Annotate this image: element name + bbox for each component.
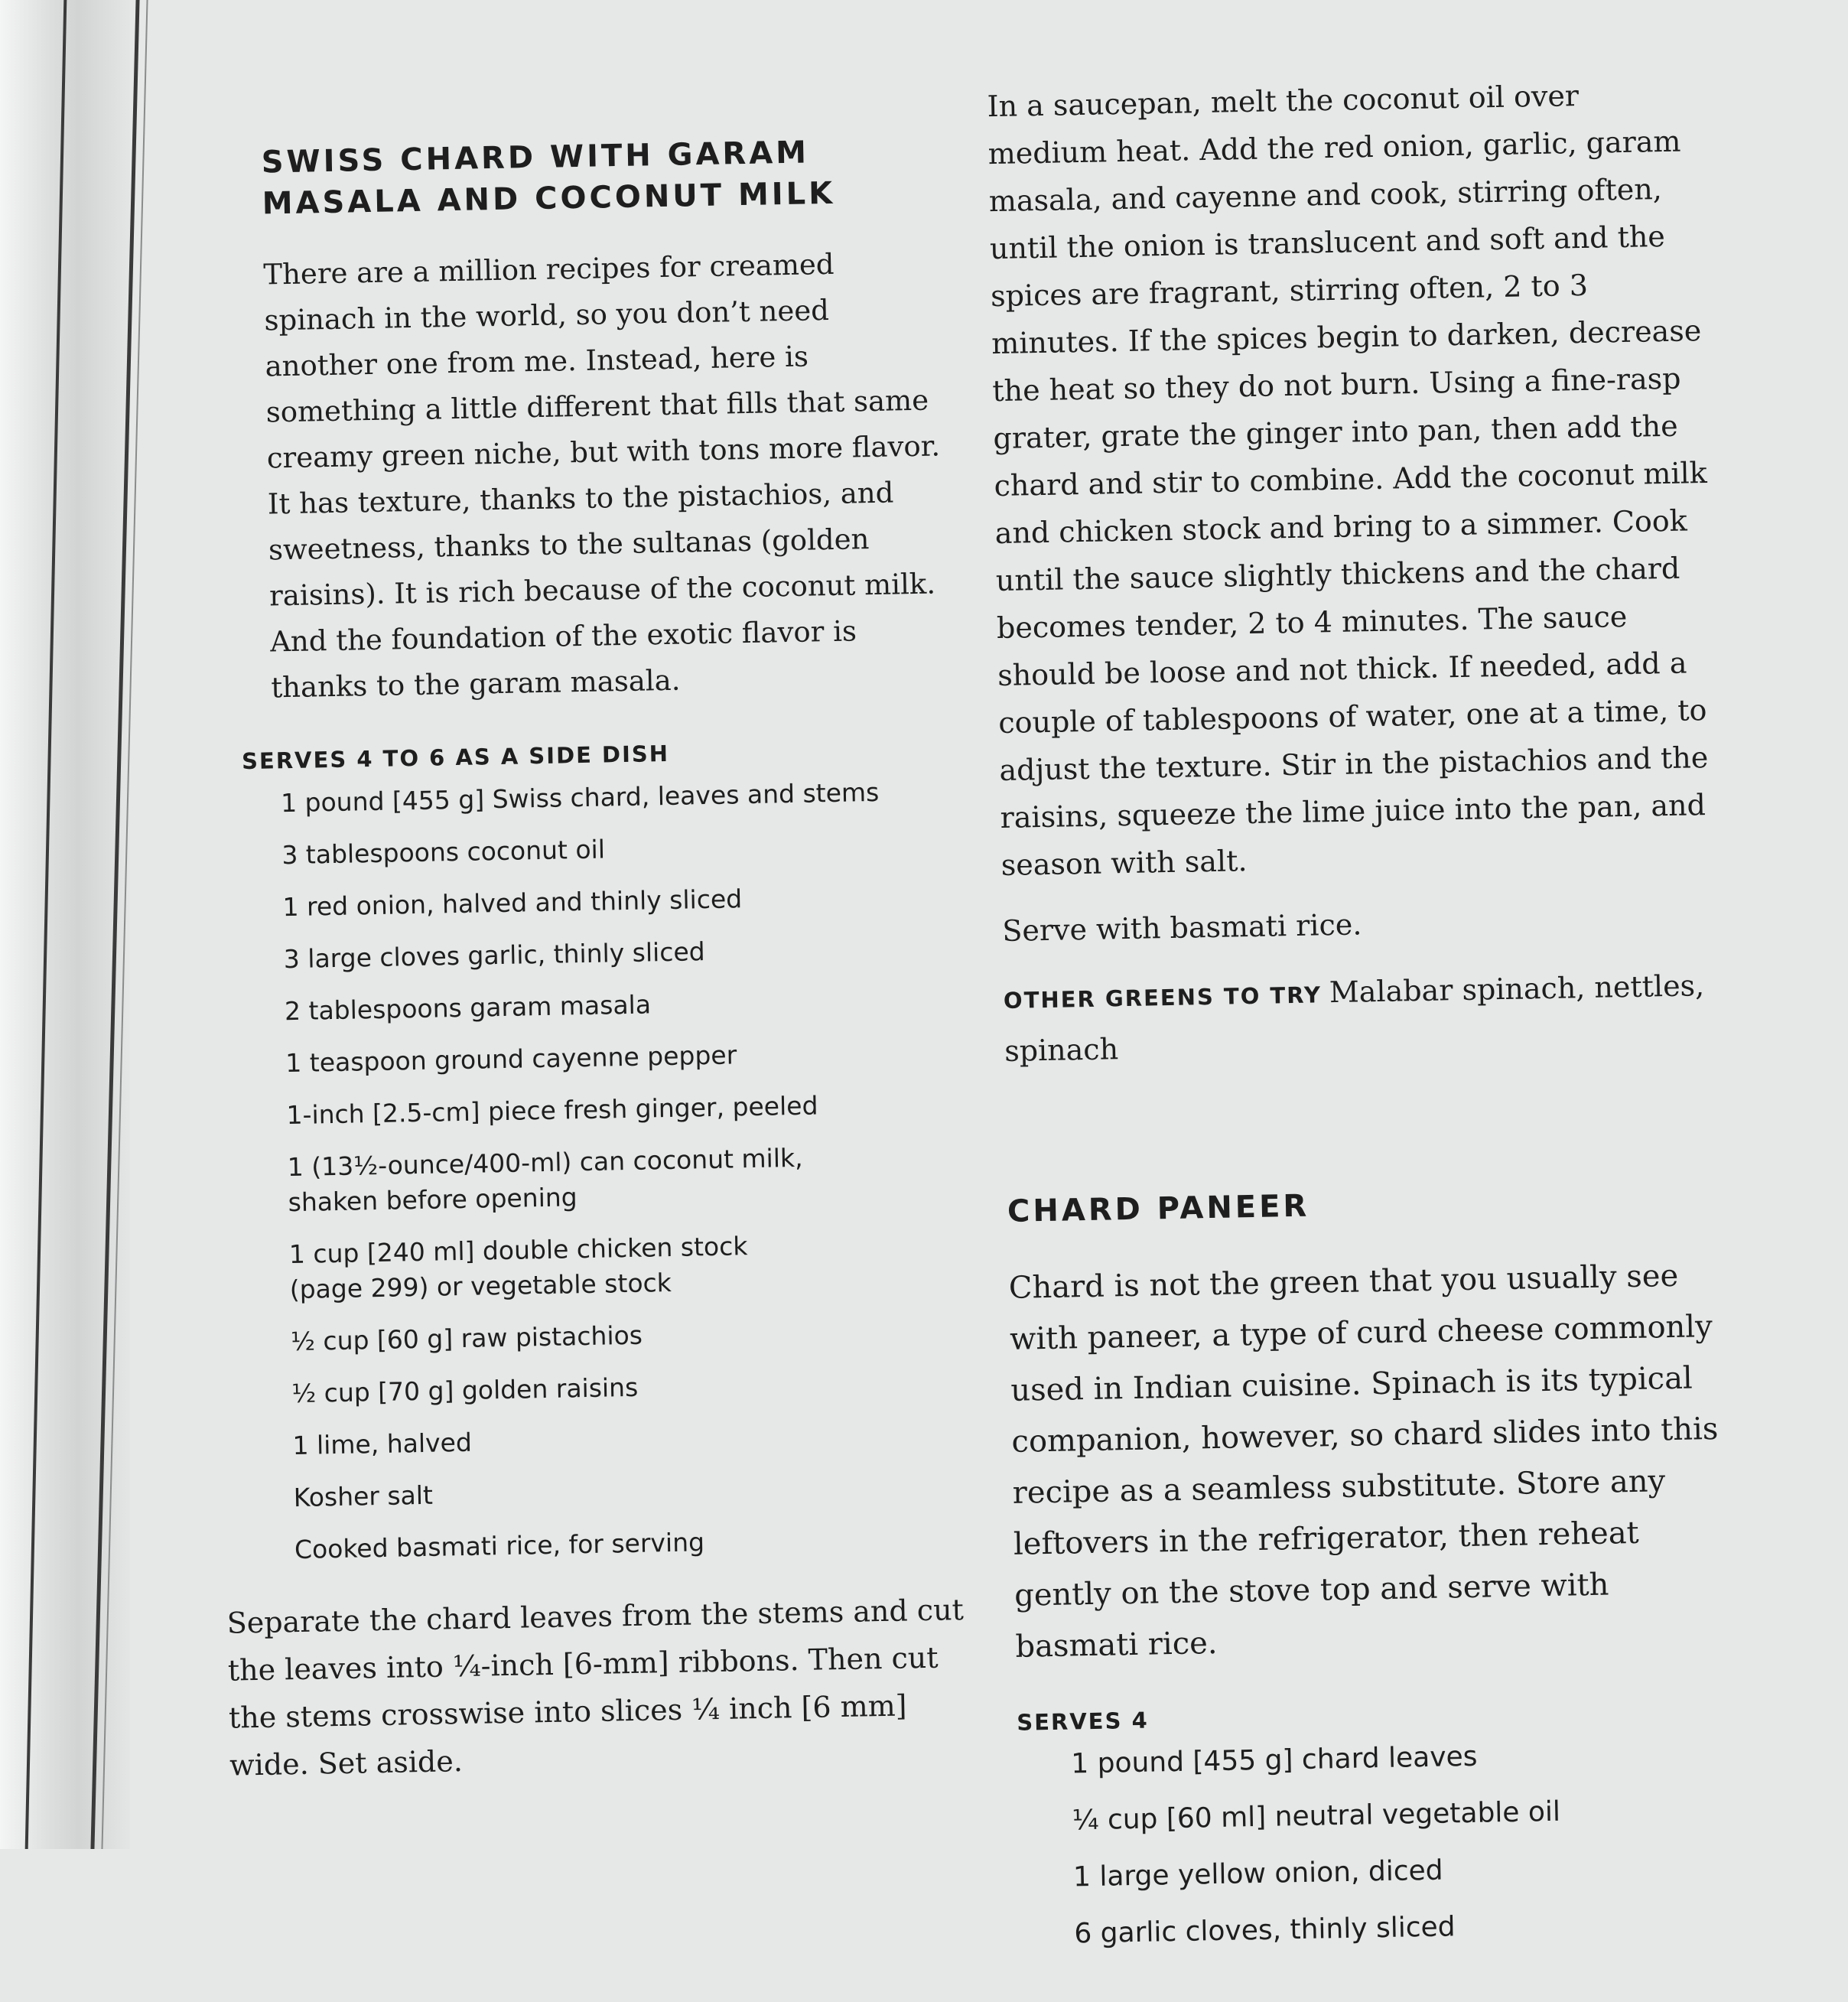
ingredient-item: 3 large cloves garlic, thinly sliced — [283, 936, 705, 975]
recipe-title-2: CHARD PANEER — [1007, 1188, 1310, 1229]
tip-label: OTHER GREENS TO TRY — [1003, 981, 1323, 1014]
ingredient-item: ¼ cup [60 ml] neutral vegetable oil — [1072, 1795, 1561, 1837]
tip-text: Malabar spinach, nettles, spinach — [1004, 968, 1705, 1068]
ingredient-item: ½ cup [60 g] raw pistachios — [290, 1320, 643, 1357]
ingredient-list — [281, 773, 968, 1567]
ingredient-item: 1 red onion, halved and thinly sliced — [282, 884, 743, 923]
recipe-title: SWISS CHARD WITH GARAM MASALA AND COCONUT MILK — [261, 135, 836, 222]
ingredient-item: 1-inch [2.5-cm] piece fresh ginger, peeled — [286, 1090, 818, 1131]
ingredient-item: 1 teaspoon ground cayenne pepper — [285, 1040, 737, 1079]
left-column — [226, 129, 972, 1807]
ingredient-item: 1 lime, halved — [292, 1427, 473, 1461]
other-greens-tip — [1003, 960, 1723, 1076]
method-paragraph: In a saucepan, melt the coconut oil over medium heat. Add the red onion, garlic, garam masala, and cayenne and cook, stirring often, until the onion is translucent and soft and the spices are fragrant, stirring often, 2 to 3 minutes. If the spices begin to darken, decrease the heat so they do not burn. Using a fine-rasp grater, grate the ginger into pan, then add the chard and stir to combine. Add the coconut milk and chicken stock and bring to a simmer. Cook until the sauce slightly thickens and the chard becomes tender, 2 to 4 minutes. The sauce should be loose and not thick. If needed, add a couple of tablespoons of water, one at a time, to adjust the texture. Stir in the pistachios and the raisins, squeeze the lime juice into the pan, and season with salt. — [987, 78, 1709, 882]
recipe-intro-2: Chard is not the green that you usually see with paneer, a type of curd cheese commonly used in Indian cuisine. Spinach is its typical companion, however, so chard slides into this recipe as a seamless substitute. Store any leftovers in the refrigerator, then reheat gently on the stove top and serve with basmati rice. — [1008, 1258, 1719, 1665]
ingredient-item: ½ cup [70 g] golden raisins — [291, 1372, 639, 1409]
ingredient-item: 2 tablespoons garam masala — [284, 989, 652, 1027]
ingredient-item: 3 tablespoons coconut oil — [281, 834, 606, 871]
ingredient-item: 1 cup [240 ml] double chicken stock (page 299) or vegetable stock — [288, 1231, 748, 1305]
ingredient-item: Cooked basmati rice, for serving — [294, 1527, 705, 1565]
serves-label-2: SERVES 4 — [1016, 1707, 1150, 1736]
serves-label: SERVES 4 TO 6 AS A SIDE DISH — [241, 740, 670, 775]
recipe-intro: There are a million recipes for creamed spinach in the world, so you don’t need another one from me. Instead, here is something a little different that fills that same creamy green niche, but with tons more flavor. It has texture, thanks to the pistachios, and sweetness, thanks to the sultanas (golden raisins). It is rich because of the coconut milk. And the foundation of the exotic flavor is thanks to the garam masala. — [263, 247, 941, 705]
method-paragraph: Separate the chard leaves from the stems and cut the leaves into ¼-inch [6-mm] ribbons. Then cut the stems crosswise into slices ¼ inch [6 mm] wide. Set aside. — [226, 1593, 965, 1782]
ingredient-item: 1 pound [455 g] Swiss chard, leaves and stems — [280, 776, 880, 819]
ingredient-item: Kosher salt — [293, 1480, 434, 1513]
ingredient-item: 1 pound [455 g] chard leaves — [1070, 1740, 1478, 1780]
ingredient-item: 1 (13½-ounce/400-ml) can coconut milk, shaken before opening — [287, 1142, 803, 1218]
ingredient-item: 1 large yellow onion, diced — [1072, 1854, 1443, 1893]
right-column — [987, 70, 1740, 1984]
ingredient-item: 6 garlic cloves, thinly sliced — [1073, 1911, 1456, 1950]
serving-note: Serve with basmati rice. — [1001, 907, 1362, 948]
ingredient-list-2 — [1071, 1735, 1740, 1952]
